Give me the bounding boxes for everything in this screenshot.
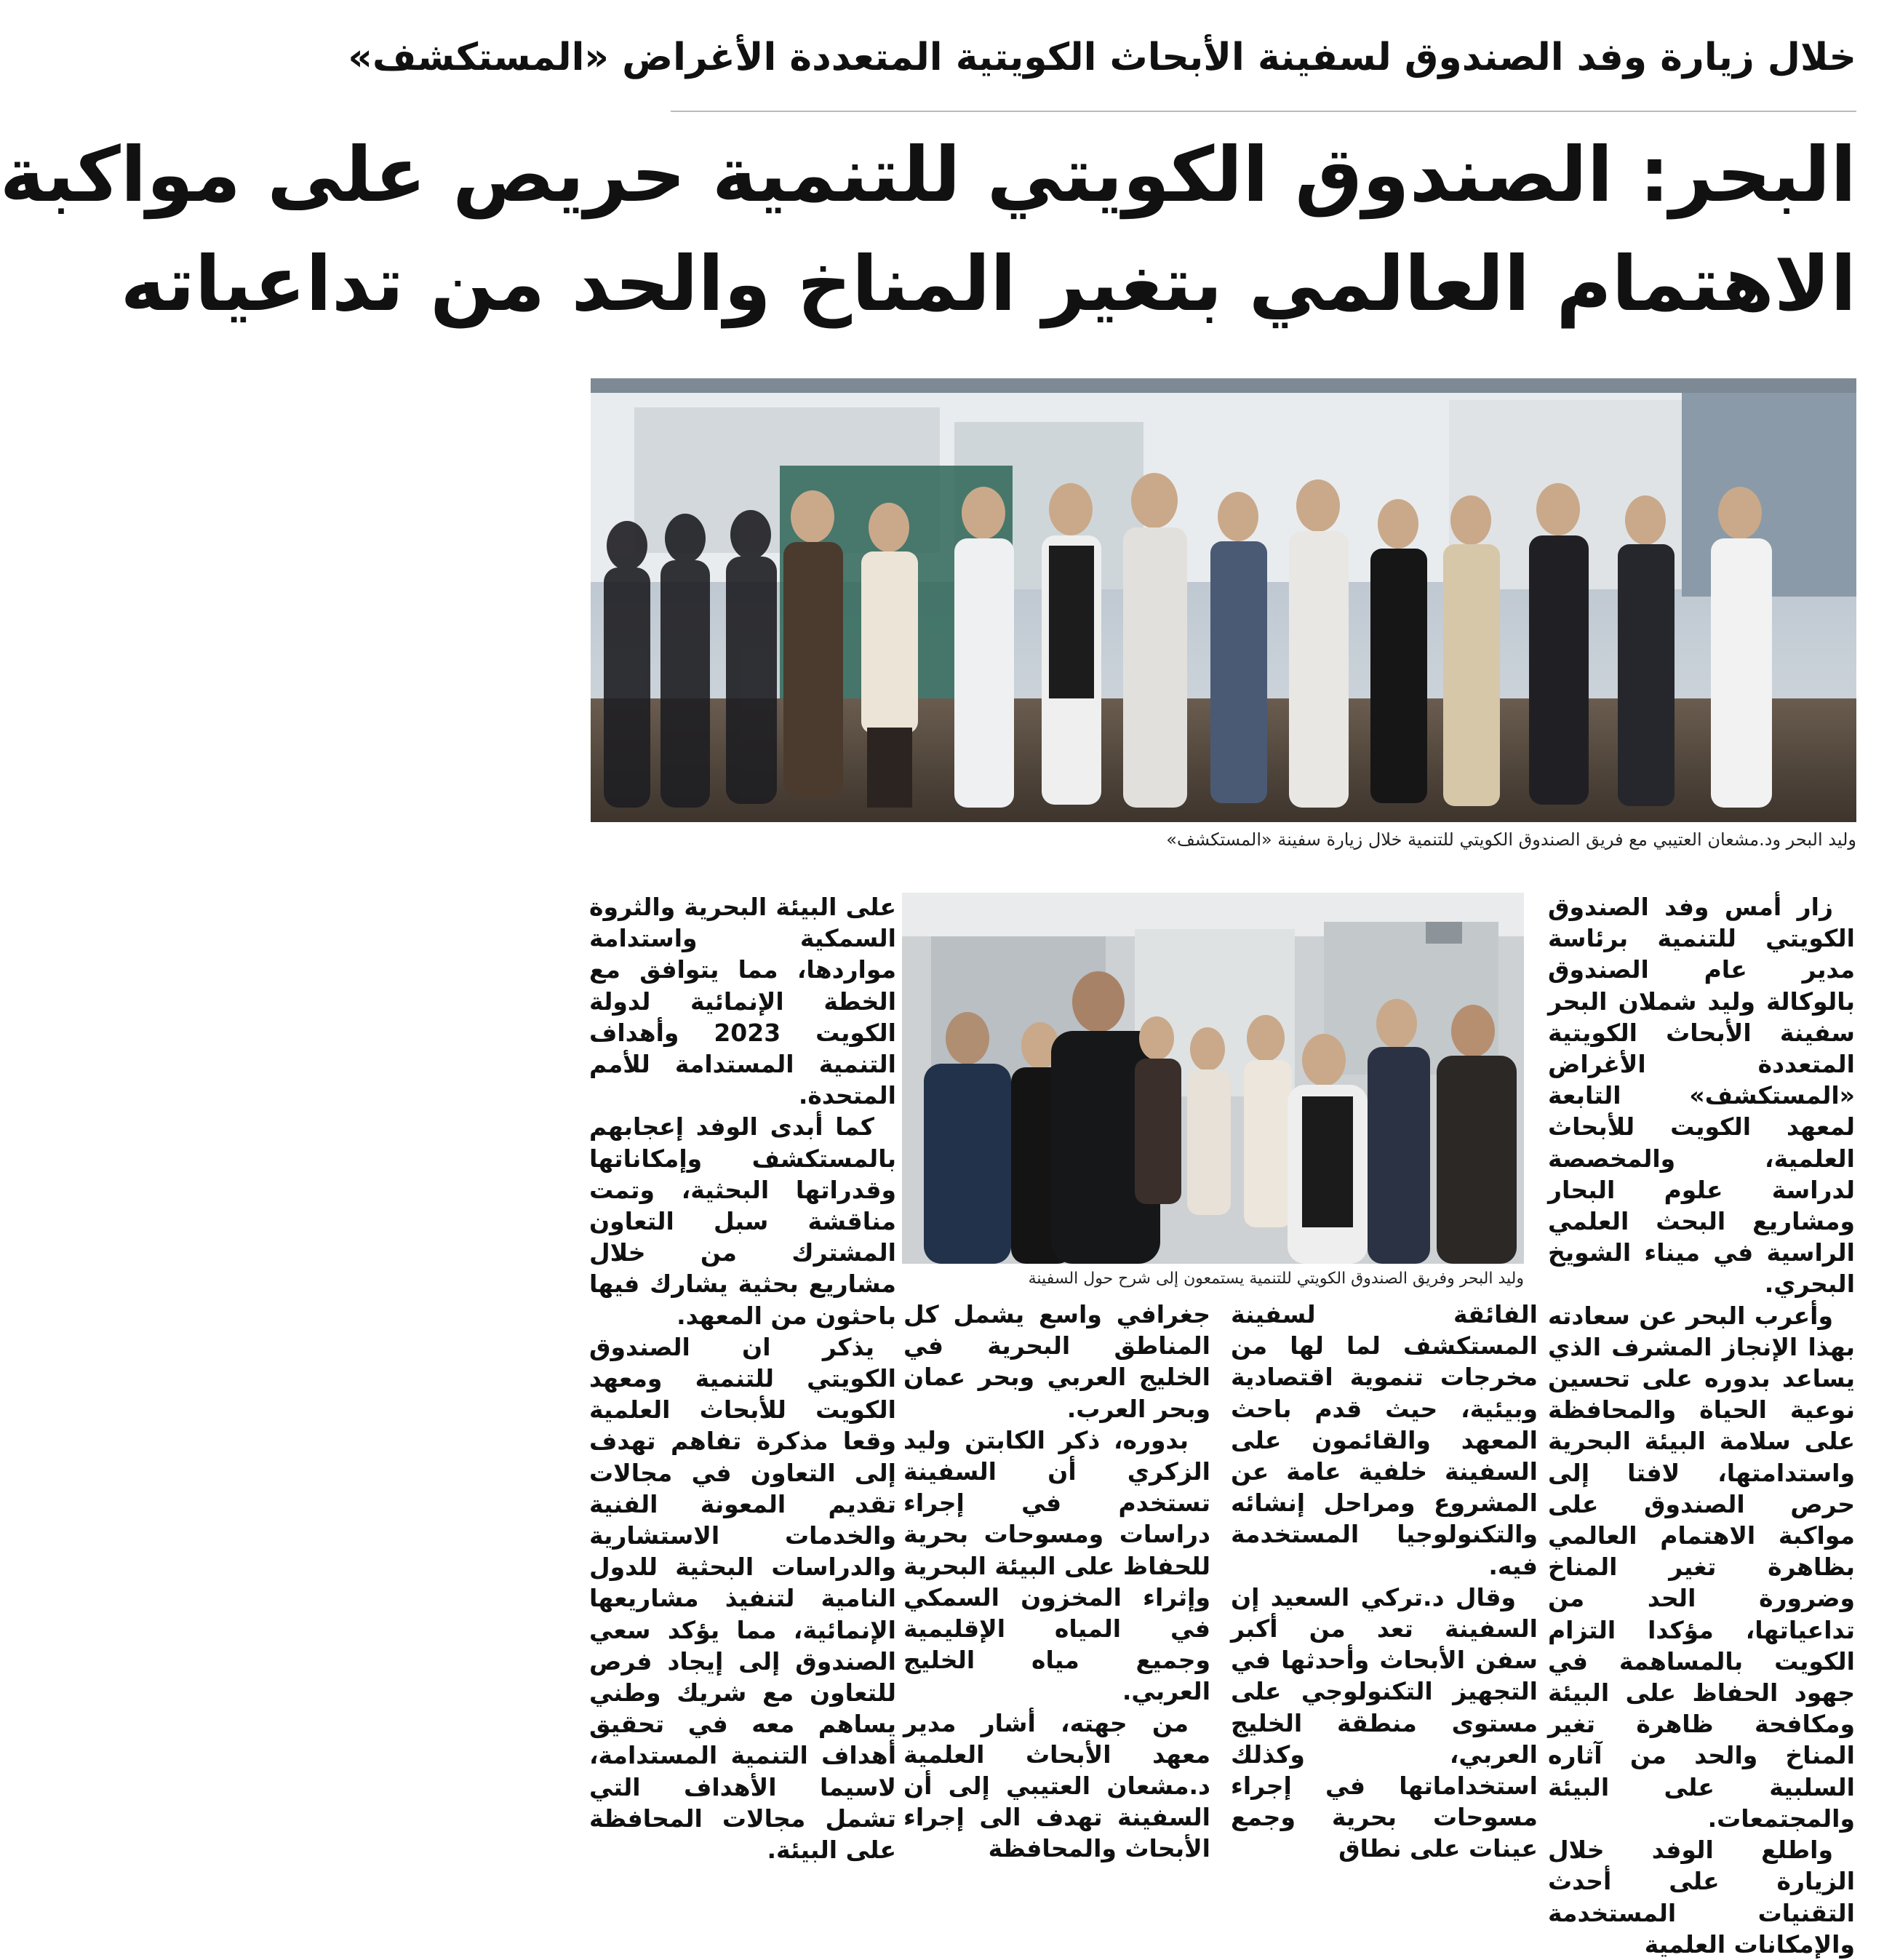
briefing-photo (902, 893, 1524, 1264)
main-photo-caption: وليد البحر ود.مشعان العتيبي مع فريق الصندوق الكويتي للتنمية خلال زيارة سفينة «المستكشف» (1166, 829, 1856, 850)
article-column-3 (903, 1299, 1210, 1899)
paragraph: واطلع الوفد خلال الزيارة على أحدث التقنيات المستخدمة والإمكانات العلمية (1548, 1836, 1855, 1959)
paragraph: يذكر ان الصندوق الكويتي للتنمية ومعهد الكويت للأبحاث العلمية وقعا مذكرة تفاهم تهدف إلى التعاون في مجالات تقديم المعونة الفنية والخدمات الاستشارية والدراسات البحثية للدول النامية لتنفيذ مشاريعها الإنمائية، مما يؤكد سعي الصندوق إلى إيجاد فرص للتعاون مع شريك وطني يساهم معه في تحقيق أهداف التنمية المستدامة، لاسيما الأهداف التي تشمل مجالات المحافظة على البيئة. (589, 1332, 896, 1865)
headline-line-2: الاهتمام العالمي بتغير المناخ والحد من تداعياته (120, 239, 1856, 328)
paragraph: الفائقة لسفينة المستكشف لما لها من مخرجات تنموية اقتصادية وبيئية، حيث قدم باحث المعهد والقائمون على السفينة خلفية عامة عن المشروع ومراحل إنشائه والتكنولوجيا المستخدمة فيه. (1231, 1300, 1538, 1580)
article-kicker: خلال زيارة وفد الصندوق لسفينة الأبحاث الكويتية المتعددة الأغراض «المستكشف» (348, 36, 1856, 79)
briefing-photo-caption: وليد البحر وفريق الصندوق الكويتي للتنمية يستمعون إلى شرح حول السفينة (1028, 1270, 1524, 1288)
paragraph: جغرافي واسع يشمل كل المناطق البحرية في الخليج العربي وبحر عمان وبحر العرب. (903, 1300, 1210, 1423)
paragraph: على البيئة البحرية والثروة السمكية واستدامة مواردها، مما يتوافق مع الخطة الإنمائية لدولة الكويت 2023 وأهداف التنمية المستدامة للأمم المتحدة. (589, 893, 896, 1110)
article-column-4 (589, 891, 896, 1899)
paragraph: وأعرب البحر عن سعادته بهذا الإنجاز المشرف الذي يساعد بدوره على تحسين نوعية الحياة والمحافظة على سلامة البيئة البحرية واستدامتها، لافتا إلى حرص الصندوق على مواكبة الاهتمام العالمي بظاهرة تغير المناخ وضرورة الحد من تداعياتها، مؤكدا التزام الكويت بالمساهمة في جهود الحفاظ على البيئة ومكافحة ظاهرة تغير المناخ والحد من آثاره السلبية على البيئة والمجتمعات. (1548, 1301, 1855, 1833)
paragraph: بدوره، ذكر الكابتن وليد الزكري أن السفينة تستخدم في إجراء دراسات ومسوحات بحرية للحفاظ على البيئة البحرية وإثراء المخزون السمكي في المياه الإقليمية وجميع مياه الخليج العربي. (903, 1425, 1210, 1706)
kicker-divider (671, 111, 1856, 112)
article-headline (0, 120, 1856, 338)
article-column-1 (1548, 891, 1855, 1959)
article-column-2 (1231, 1299, 1538, 1899)
headline-line-1: البحر: الصندوق الكويتي للتنمية حريص على مواكبة (0, 130, 1856, 219)
paragraph: من جهته، أشار مدير معهد الأبحاث العلمية د.مشعان العتيبي إلى أن السفينة تهدف الى إجراء الأبحاث والمحافظة (903, 1708, 1210, 1863)
main-group-photo (591, 378, 1856, 822)
paragraph: كما أبدى الوفد إعجابهم بالمستكشف وإمكاناتها وقدراتها البحثية، وتمت مناقشة سبل التعاون المشترك من خلال مشاريع بحثية يشارك فيها باحثون من المعهد. (589, 1112, 896, 1330)
paragraph: وقال د.تركي السعيد إن السفينة تعد من أكبر سفن الأبحاث وأحدثها في التجهيز التكنولوجي على مستوى منطقة الخليج العربي، وكذلك استخداماتها في إجراء مسوحات بحرية وجمع عينات على نطاق (1231, 1582, 1538, 1863)
paragraph: زار أمس وفد الصندوق الكويتي للتنمية برئاسة مدير عام الصندوق بالوكالة وليد شملان البحر سفينة الأبحاث الكويتية المتعددة الأغراض «المستكشف» التابعة لمعهد الكويت للأبحاث العلمية، والمخصصة لدراسة علوم البحار ومشاريع البحث العلمي الراسية في ميناء الشويخ البحري. (1548, 893, 1855, 1299)
